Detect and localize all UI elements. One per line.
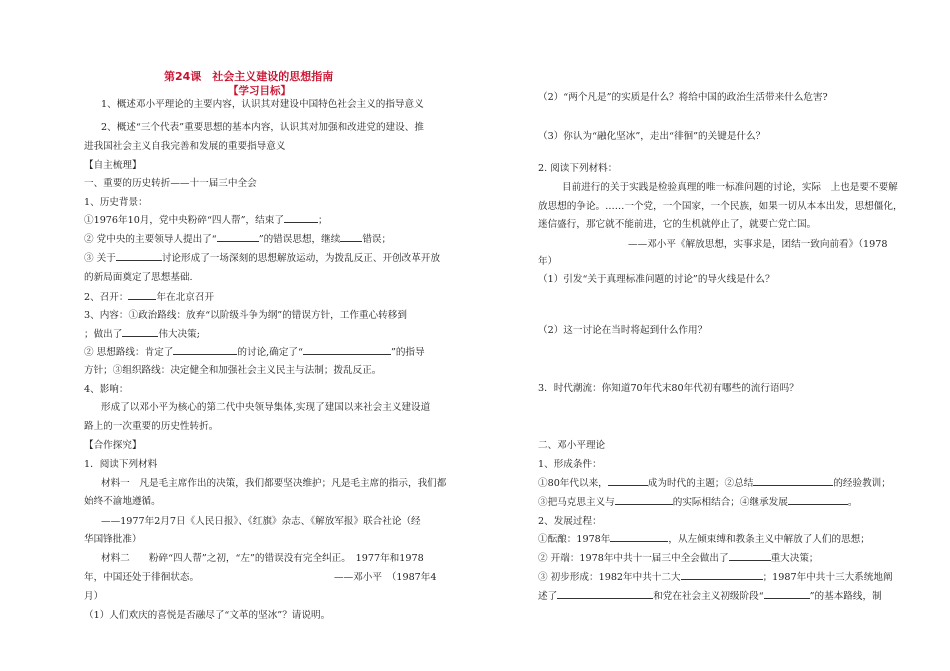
passage-source-cont: 年） bbox=[538, 256, 558, 267]
fill-blank[interactable] bbox=[557, 588, 653, 599]
material-1-source: ——1977年2月7日《人民日报》、《红旗》杂志、《解放军报》联合社论（经 bbox=[101, 516, 421, 527]
section-2-heading: 二、邓小平理论 bbox=[538, 440, 606, 451]
fill-blank[interactable] bbox=[788, 494, 848, 505]
impact-heading: 4、影响： bbox=[84, 384, 129, 395]
question-5: （2）这一讨论在当时将起到什么作用？ bbox=[538, 325, 708, 336]
fill-blank[interactable] bbox=[729, 550, 771, 561]
background-heading: 1、历史背景： bbox=[84, 197, 148, 208]
fill-blank[interactable] bbox=[116, 250, 162, 261]
material-2-line-1: 材料二 粉碎“四人帮”之初，“左”的错误没有完全纠正。 1977年和1978 bbox=[101, 553, 424, 564]
formation-line-2: ③把马克思主义与 的实际相结合；④继承发展 。 bbox=[538, 493, 857, 513]
fill-blank[interactable] bbox=[610, 531, 668, 542]
fill-blank[interactable] bbox=[608, 475, 648, 486]
material-2-source-cont: 月） bbox=[84, 591, 104, 602]
lesson-title: 第24课 社会主义建设的思想指南 bbox=[164, 70, 334, 83]
goal-2a: 2、概述“三个代表”重要思想的基本内容，认识其对加强和改进党的建设、推 bbox=[101, 122, 424, 133]
cooperation-heading: 【合作探究】 bbox=[84, 440, 142, 451]
question-6: 3．时代潮流：你知道70年代末80年代初有哪些的流行语吗？ bbox=[538, 383, 799, 394]
background-item-1: ①1976年10月，党中央粉碎“四人帮”，结束了 ； bbox=[84, 211, 328, 231]
passage-line-3: 迷信盛行，那它就不能前进，它的生机就停止了，就要亡党亡国。 bbox=[538, 219, 817, 230]
fill-blank[interactable] bbox=[122, 326, 158, 337]
development-line-1: ①酝酿：1978年 ，从左倾束缚和教条主义中解放了人们的思想； bbox=[538, 530, 870, 550]
goal-2b: 进我国社会主义自我完善和发展的重要指导意义 bbox=[84, 141, 286, 152]
content-line-4: 方针；③组织路线：决定健全和加强社会主义民主与法制；拨乱反正。 bbox=[84, 365, 382, 376]
fill-blank[interactable] bbox=[217, 231, 259, 242]
fill-blank[interactable] bbox=[303, 344, 391, 355]
development-line-3: ③ 初步形成：1982年中共十二大 ；1987年中共十三大系统地阐 bbox=[538, 568, 893, 588]
material-1-source-cont: 华国锋批准） bbox=[84, 534, 142, 545]
development-line-4: 述了 和党在社会主义初级阶段“ ”的基本路线，制 bbox=[538, 587, 882, 607]
formation-line-1: ①80年代以来， 成为时代的主题；②总结 的经验教训； bbox=[538, 474, 891, 494]
fill-blank[interactable] bbox=[284, 212, 318, 223]
development-line-2: ② 开端：1978年中共十一届三中全会做出了 重大决策； bbox=[538, 549, 819, 569]
learning-goals-heading: 【学习目标】 bbox=[228, 85, 291, 97]
fill-blank[interactable] bbox=[128, 289, 156, 300]
question-1: （1）人们欢庆的喜悦是否融尽了“文革的坚冰”？请说明。 bbox=[84, 610, 331, 621]
passage-source: ——邓小平《解放思想，实事求是，团结一致向前看》（1978 bbox=[628, 239, 888, 250]
fill-blank[interactable] bbox=[340, 231, 362, 242]
fill-blank[interactable] bbox=[681, 569, 763, 580]
formation-heading: 1、形成条件： bbox=[538, 459, 602, 470]
section-1-heading: 一、重要的历史转折——十一届三中全会 bbox=[84, 178, 257, 189]
content-line-2: ；做出了 伟大决策; bbox=[84, 325, 200, 345]
read-material-2: 2. 阅读下列材料： bbox=[538, 163, 618, 174]
material-1-line-2: 始终不渝地遵循。 bbox=[84, 496, 161, 507]
self-study-heading: 【自主梳理】 bbox=[84, 160, 142, 171]
passage-line-1: 目前进行的关于实践是检验真理的唯一标准问题的讨论，实际 上也是要不要解 bbox=[562, 182, 898, 193]
material-2-source: ——邓小平 （1987年4 bbox=[334, 572, 437, 583]
fill-blank[interactable] bbox=[615, 494, 673, 505]
read-material-1: 1．阅读下列材料 bbox=[84, 459, 158, 470]
content-line-3: ② 思想路线：肯定了 的讨论,确定了“ ”的指导 bbox=[84, 343, 425, 363]
material-1-line-1: 材料一 凡是毛主席作出的决策，我们都要坚决维护；凡是毛主席的指示，我们都 bbox=[101, 478, 447, 489]
question-2: （2）“两个凡是”的实质是什么？将给中国的政治生活带来什么危害? bbox=[538, 92, 828, 103]
fill-blank[interactable] bbox=[753, 475, 833, 486]
question-4: （1）引发“关于真理标准问题的讨论”的导火线是什么？ bbox=[538, 274, 775, 285]
held-line: 2、召开： 年在北京召开 bbox=[84, 288, 214, 308]
question-3: （3）你认为“融化坚冰”，走出“徘徊”的关键是什么？ bbox=[538, 131, 766, 142]
background-item-3-cont: 的新局面奠定了思想基础. bbox=[84, 272, 193, 283]
impact-line-2: 路上的一次重要的历史性转折。 bbox=[84, 421, 219, 432]
content-line-1: 3、内容：①政治路线：放弃“以阶级斗争为纲”的错误方针，工作重心转移到 bbox=[84, 310, 407, 321]
impact-line-1: 形成了以邓小平为核心的第二代中央领导集体,实现了建国以来社会主义建设道 bbox=[101, 402, 431, 413]
background-item-2: ② 党中央的主要领导人提出了“ ”的错误思想，继续 错误； bbox=[84, 230, 391, 250]
development-heading: 2、发展过程： bbox=[538, 516, 602, 527]
passage-line-2: 放思想的争论。……一个党，一个国家，一个民族，如果一切从本本出发，思想僵化， bbox=[538, 201, 903, 212]
material-2-line-2: 年，中国还处于徘徊状态。 bbox=[84, 572, 200, 583]
fill-blank[interactable] bbox=[173, 344, 237, 355]
goal-1: 1、概述邓小平理论的主要内容，认识其对建设中国特色社会主义的指导意义 bbox=[101, 99, 424, 110]
background-item-3: ③ 关于 讨论形成了一场深刻的思想解放运动，为拨乱反正、开创改革开放 bbox=[84, 249, 440, 269]
fill-blank[interactable] bbox=[764, 588, 810, 599]
